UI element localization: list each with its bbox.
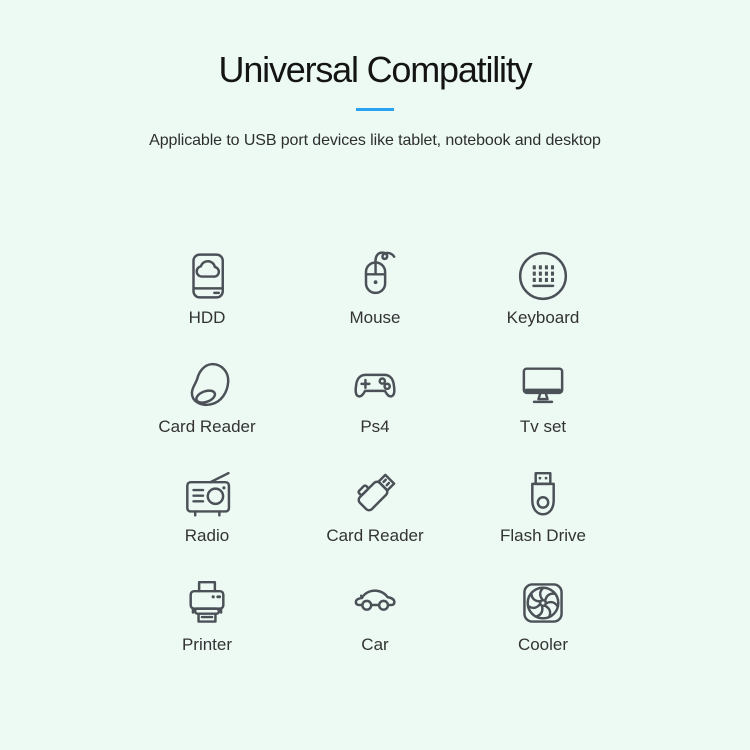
device-item-mouse [291, 247, 459, 329]
device-label: Card Reader [158, 417, 256, 436]
page-title: Universal Compatility [218, 49, 532, 90]
tv-icon [514, 356, 572, 414]
car-icon [346, 574, 404, 632]
device-label: Printer [181, 635, 233, 654]
mouse-icon [346, 247, 404, 305]
device-item-printer [123, 574, 291, 656]
title-underline [356, 108, 394, 111]
cooler-icon [514, 574, 572, 632]
device-item-car [291, 574, 459, 656]
mousepad-icon [178, 356, 236, 414]
hdd-icon [178, 247, 236, 305]
device-label: Cooler [517, 635, 569, 654]
device-label: Keyboard [506, 308, 580, 327]
radio-icon [178, 465, 236, 523]
device-item-ps4 [291, 356, 459, 438]
device-item-card-reader-1 [123, 356, 291, 438]
device-item-hdd [123, 247, 291, 329]
device-label: Tv set [519, 417, 567, 436]
gamepad-icon [346, 356, 404, 414]
page-subtitle: Applicable to USB port devices like tablet, notebook and desktop [149, 132, 601, 149]
device-label: Radio [184, 526, 230, 545]
device-label: Car [361, 635, 389, 654]
usb-stick-icon [346, 465, 404, 523]
device-item-tv [459, 356, 627, 438]
device-label: HDD [188, 308, 226, 327]
device-item-keyboard [459, 247, 627, 329]
device-item-card-reader-2 [291, 465, 459, 547]
device-grid [123, 247, 627, 656]
device-label: Ps4 [360, 417, 390, 436]
device-item-cooler [459, 574, 627, 656]
printer-icon [178, 574, 236, 632]
device-label: Flash Drive [500, 526, 586, 545]
device-label: Card Reader [326, 526, 424, 545]
device-item-flash-drive [459, 465, 627, 547]
keyboard-icon [514, 247, 572, 305]
flash-drive-icon [514, 465, 572, 523]
device-label: Mouse [349, 308, 401, 327]
device-item-radio [123, 465, 291, 547]
